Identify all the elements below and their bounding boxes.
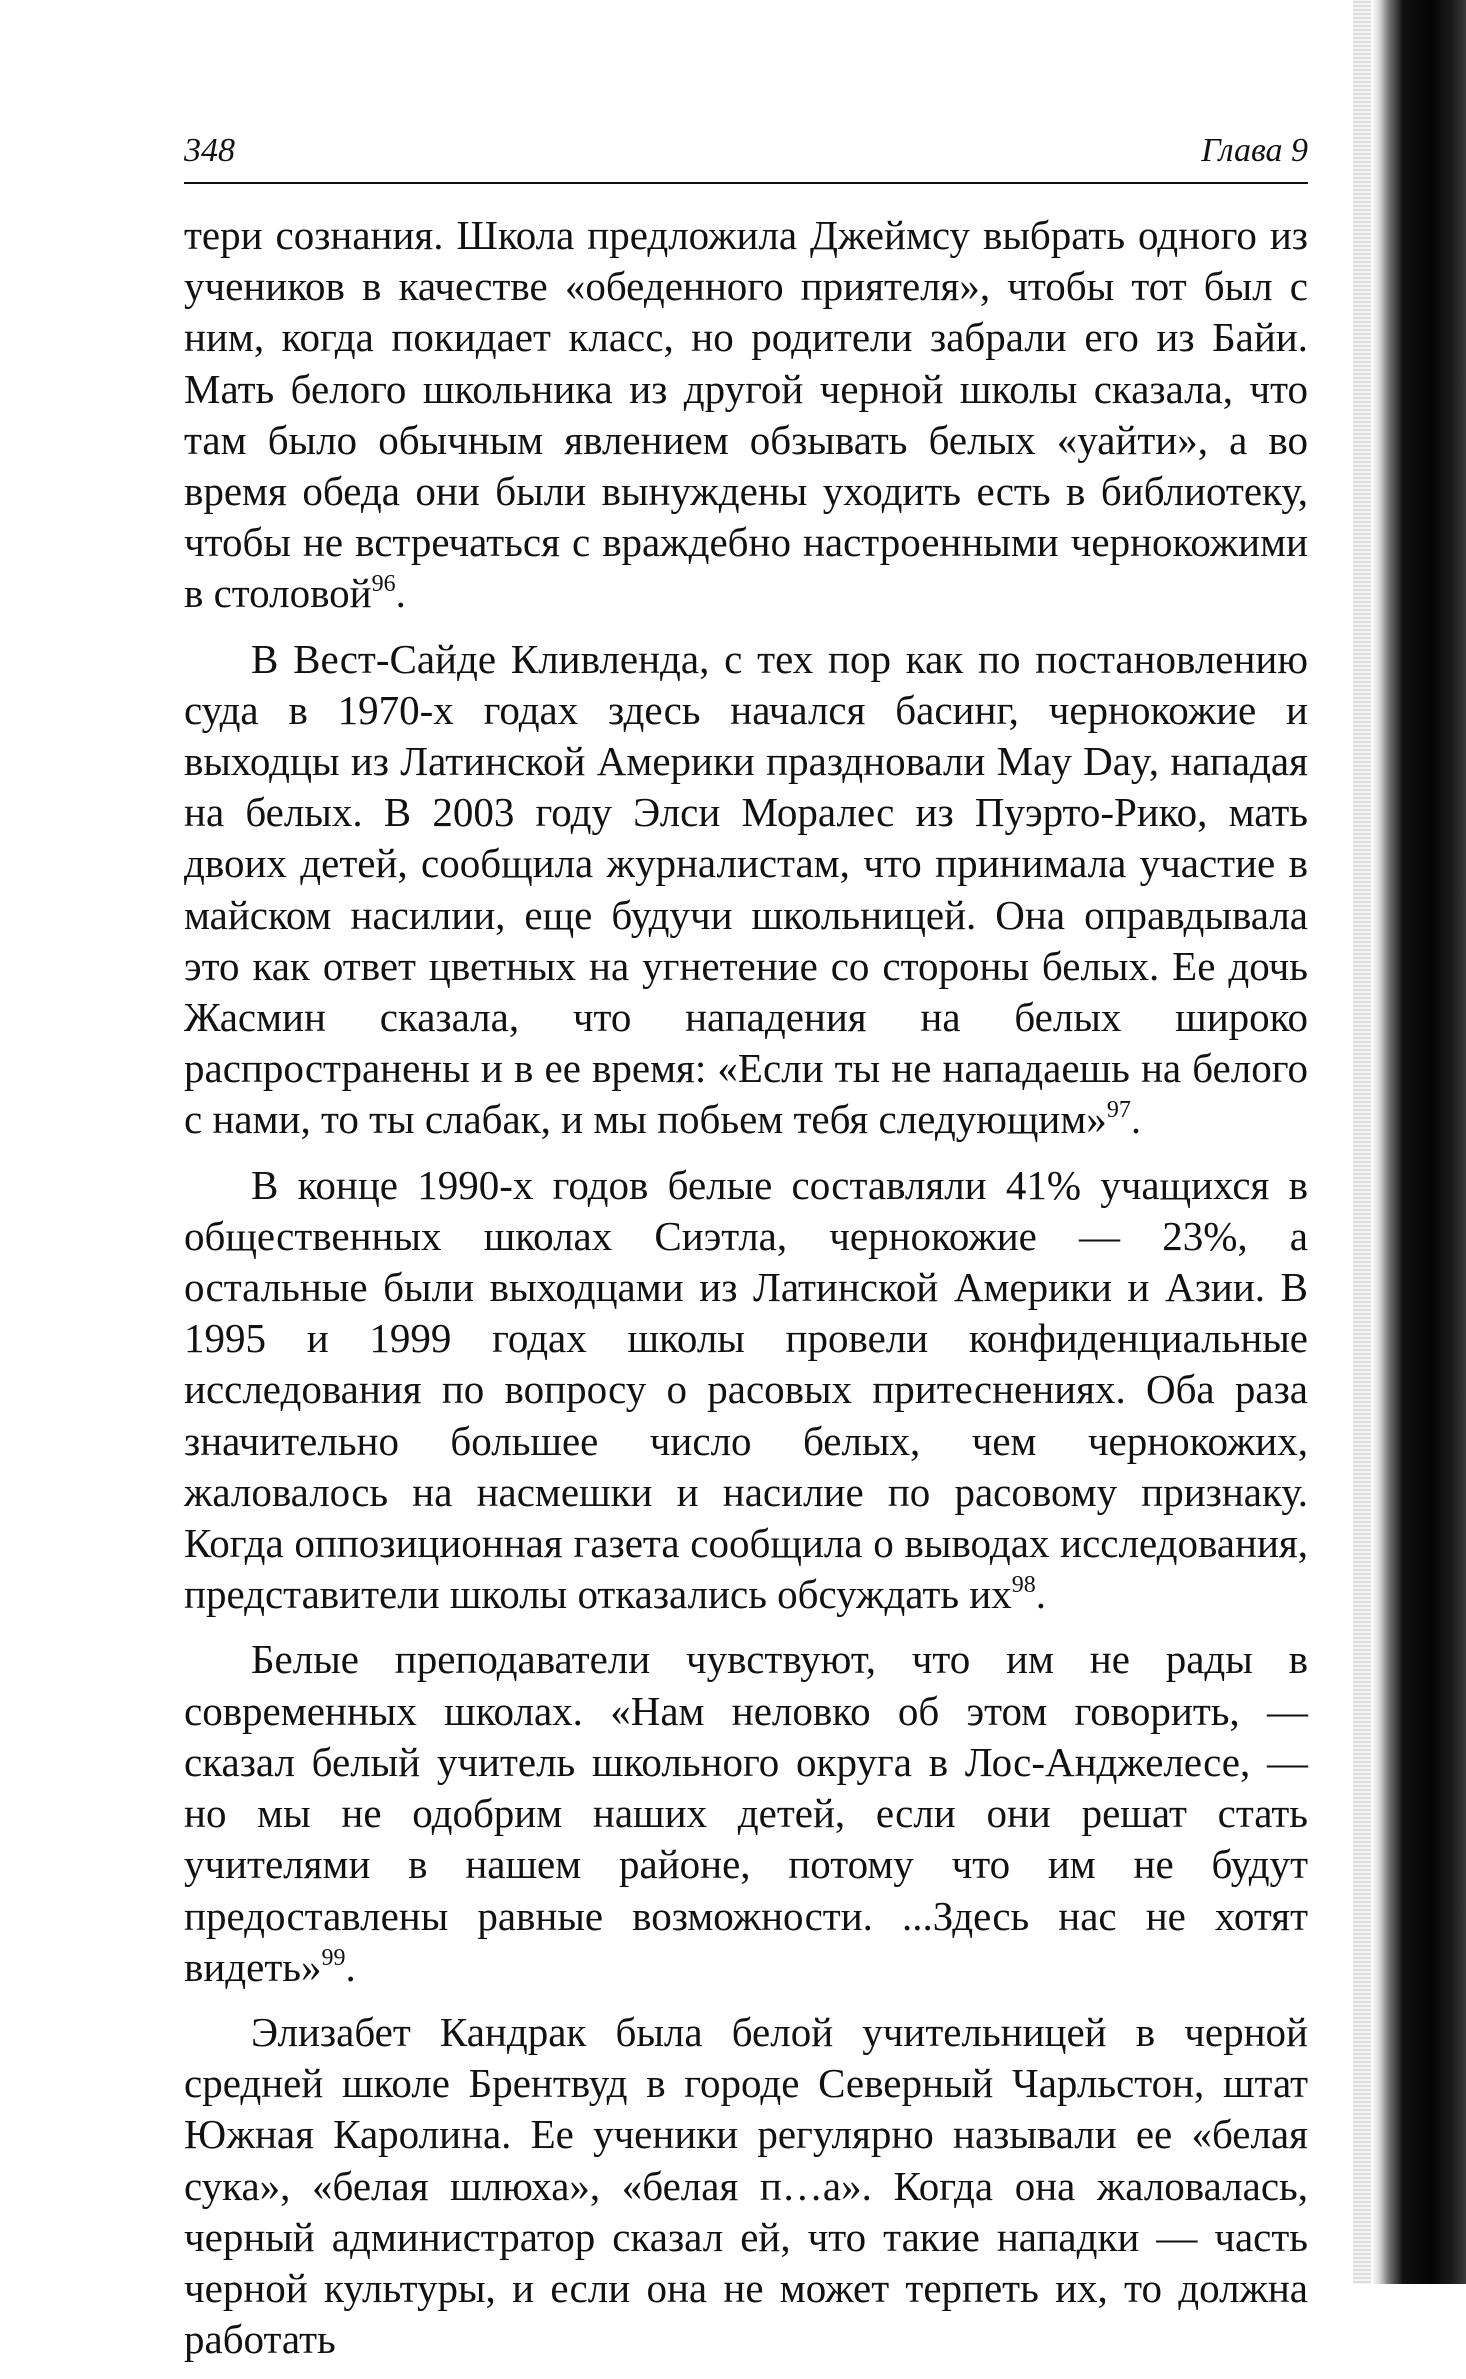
paragraph-tail: . xyxy=(395,570,406,617)
paragraph-text: В Вест-Сайде Кливленда, с тех пор как по постановлению суда в 1970-х годах здесь начался басинг, чернокожие и выходцы из Латинской Америки праздновали May Day, нападая на белых. В 2003 году Элси Моралес из Пуэрто-Рико, мать двоих детей, сообщила журналистам, что принимала участие в майском насилии, еще будучи школьницей. Она оправдывала это как ответ цветных на угнетение со стороны белых. Ее дочь Жасмин сказала, что нападения на белых широко распространены и в ее время: «Если ты не нападаешь на белого с нами, то ты слабак, и мы побьем тебя следующим» xyxy=(184,635,1308,1143)
paragraph-1 xyxy=(184,210,1308,620)
running-header xyxy=(184,132,1308,184)
paragraph-text: В конце 1990-х годов белые составляли 41% учащихся в общественных школах Сиэтла, чернокожие — 23%, а остальные были выходцами из Латинской Америки и Азии. В 1995 и 1999 годах школы провели конфиденциальные исследования по вопросу о расовых притеснениях. Оба раза значительно большее число белых, чем чернокожих, жаловалось на насмешки и насилие по расовому признаку. Когда оппозиционная газета сообщила о выводах исследования, представители школы отказались обсуждать их xyxy=(184,1161,1308,1618)
paragraph-tail: . xyxy=(1035,1571,1046,1618)
body-text xyxy=(184,210,1308,2379)
chapter-title: Глава 9 xyxy=(1201,132,1308,169)
paragraph-text: тери сознания. Школа предложила Джеймсу выбрать одного из учеников в качестве «обеденного приятеля», чтобы тот был с ним, когда покидает класс, но родители забрали его из Байи. Мать белого школьника из другой черной школы сказала, что там было обычным явлением обзывать белых «уайти», а во время обеда они были вынуждены уходить есть в библиотеку, чтобы не встречаться с враждебно настроенными чернокожими в столовой xyxy=(184,212,1308,617)
paragraph-tail: . xyxy=(345,1943,356,1990)
paragraph-3 xyxy=(184,1160,1308,1621)
footnote-ref: 99 xyxy=(321,1944,346,1971)
footnote-ref: 96 xyxy=(371,571,396,598)
footnote-ref: 97 xyxy=(1106,1097,1131,1124)
binding-shadow xyxy=(1371,0,1466,2284)
binding-edge xyxy=(1353,0,1371,2284)
paragraph-4 xyxy=(184,1634,1308,1992)
paragraph-tail: . xyxy=(1130,1096,1142,1143)
footnote-ref: 98 xyxy=(1011,1572,1036,1599)
page-number: 348 xyxy=(184,132,235,169)
paragraph-2 xyxy=(184,634,1308,1146)
paragraph-5 xyxy=(184,2007,1308,2365)
paragraph-text: Белые преподаватели чувствуют, что им не рады в современных школах. «Нам неловко об этом говорить, — сказал белый учитель школьного округа в Лос-Анджелесе, — но мы не одобрим наших детей, если они решат стать учителями в нашем районе, потому что им не будут предоставлены равные возможности. ...Здесь нас не хотят видеть» xyxy=(184,1636,1308,1990)
paragraph-text: Элизабет Кандрак была белой учительницей в черной средней школе Брентвуд в городе Северный Чарльстон, штат Южная Каролина. Ее ученики регулярно называли ее «белая сука», «белая шлюха», «белая п…а». Когда она жаловалась, черный администратор сказал ей, что такие нападки — часть черной культуры, и если она не может терпеть их, то должна работать xyxy=(184,2008,1308,2363)
